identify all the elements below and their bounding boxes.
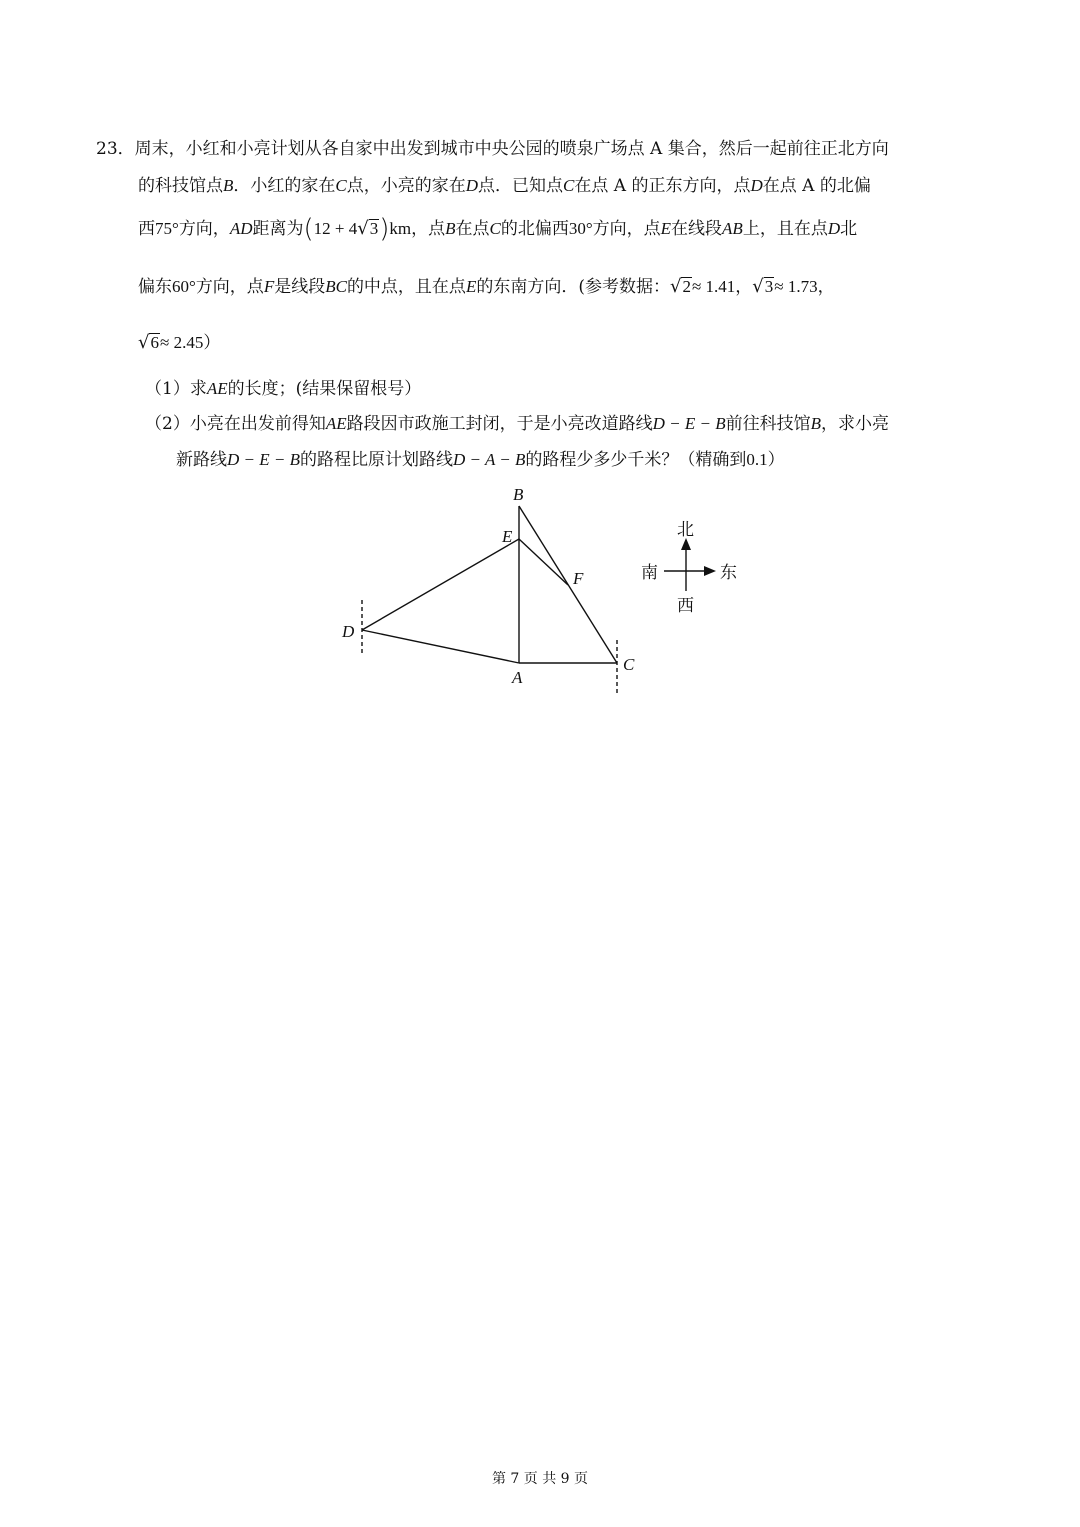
label-F: F bbox=[573, 569, 584, 588]
label-C: C bbox=[623, 655, 635, 674]
problem-line-4: 偏东60°方向，点F是线段BC的中点，且在点E的东南方向．(参考数据：√2≈ 1.41，√3≈ 1.73， bbox=[138, 276, 835, 297]
problem-line-1: 23．周末，小红和小亮计划从各自家中出发到城市中央公园的喷泉广场点 A 集合，然后一起前往正北方向 bbox=[96, 139, 889, 159]
label-A: A bbox=[512, 668, 523, 687]
compass-east-label: 东 bbox=[720, 563, 737, 582]
compass-east-arrow-icon bbox=[704, 566, 716, 576]
page-footer: 第 7 页 共 9 页 bbox=[491, 1471, 589, 1487]
segment-DA bbox=[362, 630, 519, 663]
compass-north-label: 北 bbox=[677, 520, 694, 539]
compass bbox=[641, 520, 737, 615]
problem-line-5: √6≈ 2.45） bbox=[138, 332, 221, 353]
compass-west-label: 西 bbox=[677, 596, 694, 615]
compass-south-label: 南 bbox=[641, 563, 658, 582]
question-2-line-2: 新路线D − E − B的路程比原计划路线D − A − B的路程少多少千米？（精确到0.1） bbox=[176, 450, 785, 470]
question-1: （1）求AE的长度；(结果保留根号） bbox=[145, 379, 422, 399]
segment-DE bbox=[362, 539, 519, 630]
problem-line-3: 西75°方向，AD距离为(12 + 4√3)km，点B在点C的北偏西30°方向，点E在线段AB上，且在点D北 bbox=[138, 214, 858, 244]
label-D: D bbox=[342, 622, 355, 641]
problem-number: 23． bbox=[96, 139, 135, 159]
question-2-line-1: （2）小亮在出发前得知AE路段因市政施工封闭，于是小亮改道路线D − E − B前往科技馆B，求小亮 bbox=[145, 414, 889, 434]
label-E: E bbox=[502, 527, 513, 546]
compass-north-arrow-icon bbox=[681, 538, 691, 550]
problem-line-2: 的科技馆点B．小红的家在C点，小亮的家在D点．已知点C在点 A 的正东方向，点D在点 A 的北偏 bbox=[138, 176, 871, 196]
geometry-figure bbox=[0, 0, 1080, 720]
label-B: B bbox=[513, 485, 524, 504]
